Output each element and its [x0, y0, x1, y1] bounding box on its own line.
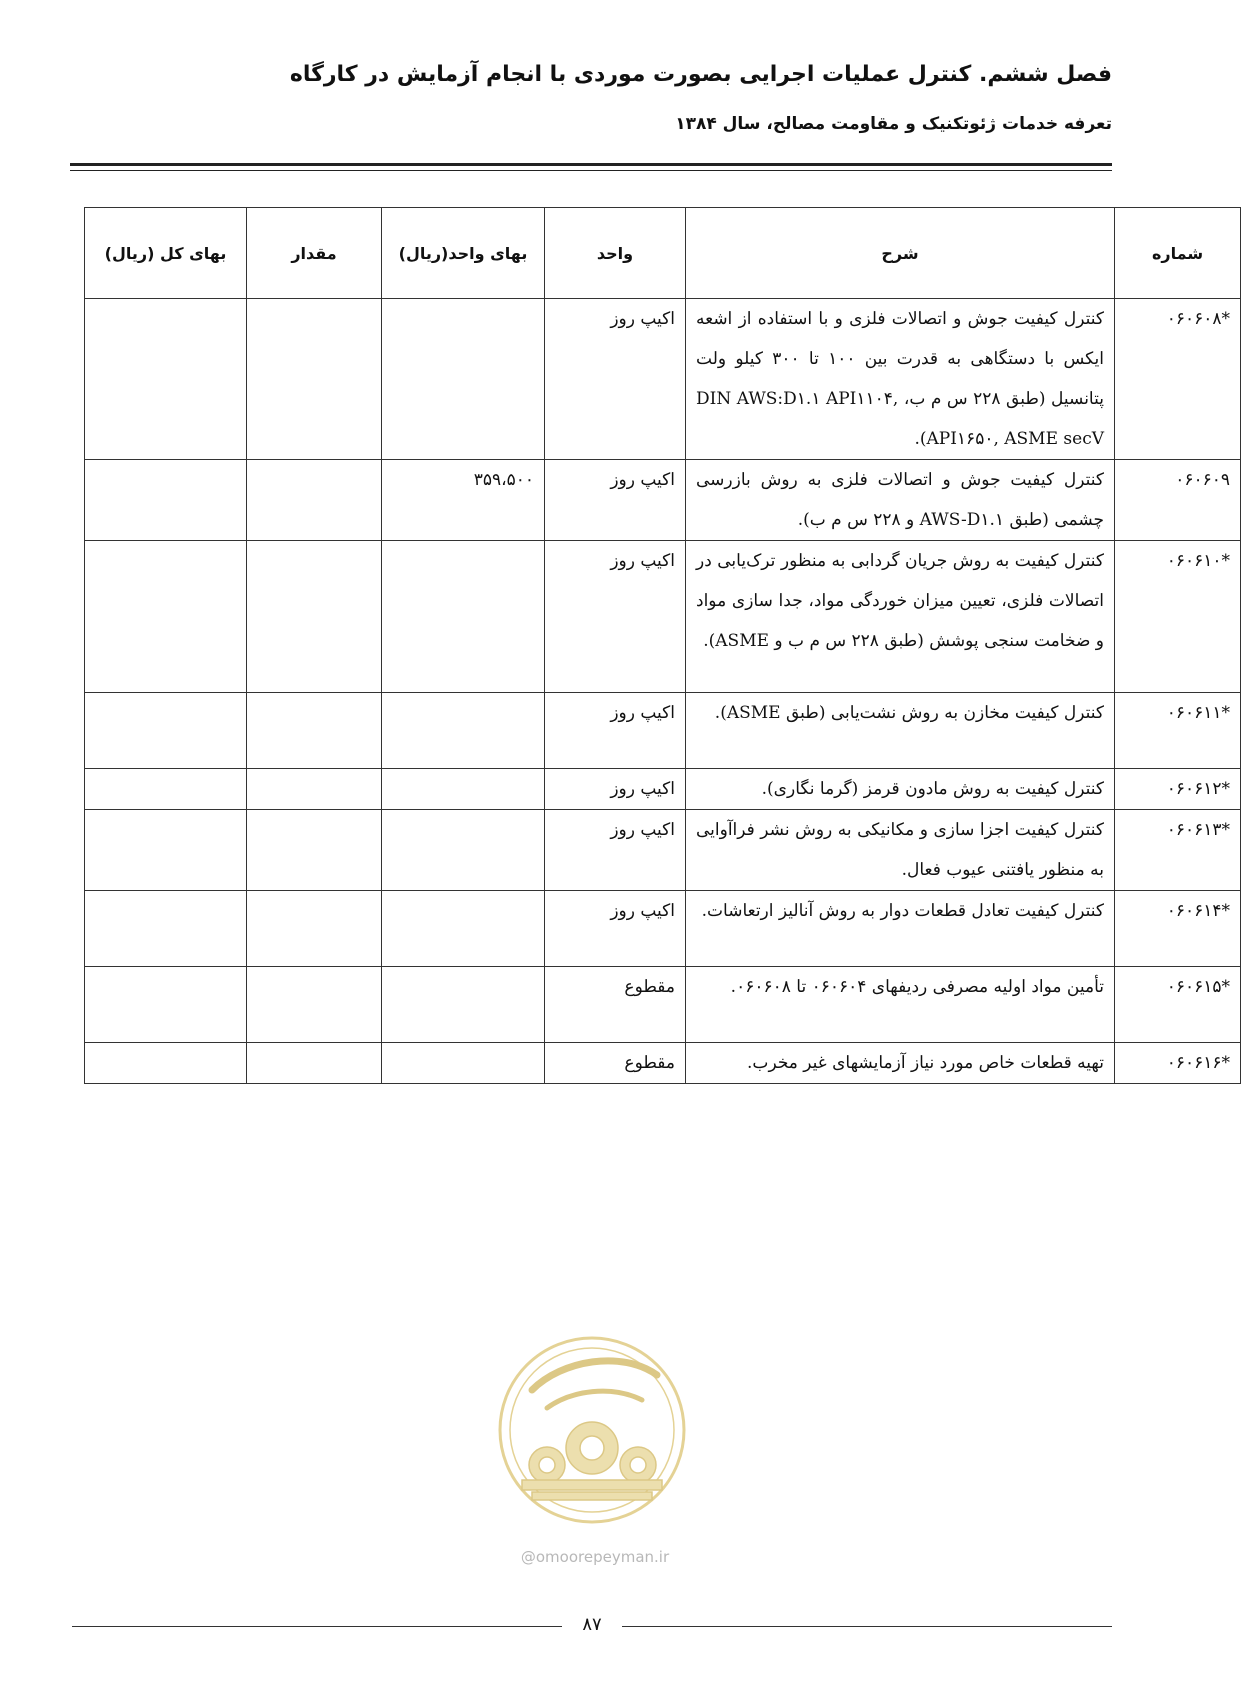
row-number: *۰۶۰۶۱۳ [1115, 810, 1241, 891]
row-unit-price [382, 769, 545, 810]
row-unit-price [382, 541, 545, 693]
table-header-row [85, 208, 1241, 299]
row-unit: اکیپ روز [545, 810, 686, 891]
row-number: *۰۶۰۶۱۱ [1115, 693, 1241, 769]
row-quantity [247, 541, 382, 693]
row-total-price [85, 891, 247, 967]
row-description: کنترل کیفیت جوش و اتصالات فلزی به روش بازرسی چشمی (طبق AWS-D۱.۱ و ۲۲۸ س م ب). [686, 460, 1115, 541]
row-unit: اکیپ روز [545, 769, 686, 810]
row-quantity [247, 1043, 382, 1084]
row-unit: اکیپ روز [545, 460, 686, 541]
row-unit: اکیپ روز [545, 541, 686, 693]
header-number: شماره [1115, 208, 1241, 299]
row-unit-price [382, 967, 545, 1043]
row-unit: اکیپ روز [545, 891, 686, 967]
row-description: کنترل کیفیت مخازن به روش نشت‌یابی (طبق ASME). [686, 693, 1115, 769]
table-row [85, 891, 1241, 967]
table-row [85, 769, 1241, 810]
page-number: ۸۷ [582, 1614, 602, 1635]
row-unit-price [382, 693, 545, 769]
table-row [85, 541, 1241, 693]
row-number: *۰۶۰۶۱۰ [1115, 541, 1241, 693]
row-unit-price: ۳۵۹،۵۰۰ [382, 460, 545, 541]
row-description: کنترل کیفیت جوش و اتصالات فلزی و با استفاده از اشعه ایکس با دستگاهی به قدرت بین ۱۰۰ تا ۳۰۰ کیلو ولت پتانسیل (طبق ۲۲۸ س م ب، DIN AWS:D۱.۱ API۱۱۰۴, API۱۶۵۰, ASME secV). [686, 299, 1115, 460]
header-rule-thick [70, 163, 1112, 166]
table-row [85, 967, 1241, 1043]
row-number: *۰۶۰۶۰۸ [1115, 299, 1241, 460]
header-unit-price: بهای واحد(ریال) [382, 208, 545, 299]
row-description: کنترل کیفیت به روش جریان گردابی به منظور ترک‌یابی در اتصالات فلزی، تعیین میزان خوردگی مواد، جدا سازی مواد و ضخامت سنجی پوشش (طبق ۲۲۸ س م ب و ASME). [686, 541, 1115, 693]
omoorepeyman-seal-icon [492, 1330, 692, 1530]
footer-rule-right [622, 1626, 1112, 1627]
row-description: تأمین مواد اولیه مصرفی ردیفهای ۰۶۰۶۰۴ تا ۰۶۰۶۰۸. [686, 967, 1115, 1043]
row-unit-price [382, 891, 545, 967]
row-unit-price [382, 810, 545, 891]
row-description: کنترل کیفیت اجزا سازی و مکانیکی به روش نشر فراآوایی به منظور یافتنی عیوب فعال. [686, 810, 1115, 891]
row-description: کنترل کیفیت تعادل قطعات دوار به روش آنالیز ارتعاشات. [686, 891, 1115, 967]
page-title: فصل ششم. کنترل عملیات اجرایی بصورت موردی با انجام آزمایش در کارگاه [289, 62, 1112, 87]
row-total-price [85, 967, 247, 1043]
page-subtitle: تعرفه خدمات ژئوتکنیک و مقاومت مصالح، سال ۱۳۸۴ [675, 114, 1112, 134]
table-row [85, 299, 1241, 460]
row-number: *۰۶۰۶۱۵ [1115, 967, 1241, 1043]
row-quantity [247, 810, 382, 891]
row-quantity [247, 460, 382, 541]
row-quantity [247, 769, 382, 810]
row-number: *۰۶۰۶۱۲ [1115, 769, 1241, 810]
row-unit-price [382, 299, 545, 460]
row-total-price [85, 769, 247, 810]
row-quantity [247, 693, 382, 769]
row-unit: مقطوع [545, 967, 686, 1043]
header-quantity: مقدار [247, 208, 382, 299]
header-description: شرح [686, 208, 1115, 299]
table-row [85, 460, 1241, 541]
row-unit: مقطوع [545, 1043, 686, 1084]
header-total-price: بهای کل (ریال) [85, 208, 247, 299]
price-table [84, 207, 1241, 1084]
footer-rule-left [72, 1626, 562, 1627]
row-total-price [85, 1043, 247, 1084]
row-number: ۰۶۰۶۰۹ [1115, 460, 1241, 541]
row-total-price [85, 693, 247, 769]
header-rule-thin [70, 170, 1112, 171]
row-unit: اکیپ روز [545, 299, 686, 460]
row-description: کنترل کیفیت به روش مادون قرمز (گرما نگاری). [686, 769, 1115, 810]
row-total-price [85, 541, 247, 693]
row-description: تهیه قطعات خاص مورد نیاز آزمایشهای غیر مخرب. [686, 1043, 1115, 1084]
row-unit-price [382, 1043, 545, 1084]
row-number: *۰۶۰۶۱۶ [1115, 1043, 1241, 1084]
row-quantity [247, 967, 382, 1043]
watermark-text: @omoorepeyman.ir [520, 1548, 670, 1566]
row-unit: اکیپ روز [545, 693, 686, 769]
row-quantity [247, 891, 382, 967]
row-total-price [85, 460, 247, 541]
row-quantity [247, 299, 382, 460]
table-row [85, 810, 1241, 891]
table-row [85, 1043, 1241, 1084]
row-total-price [85, 810, 247, 891]
row-number: *۰۶۰۶۱۴ [1115, 891, 1241, 967]
row-total-price [85, 299, 247, 460]
header-unit: واحد [545, 208, 686, 299]
table-row [85, 693, 1241, 769]
